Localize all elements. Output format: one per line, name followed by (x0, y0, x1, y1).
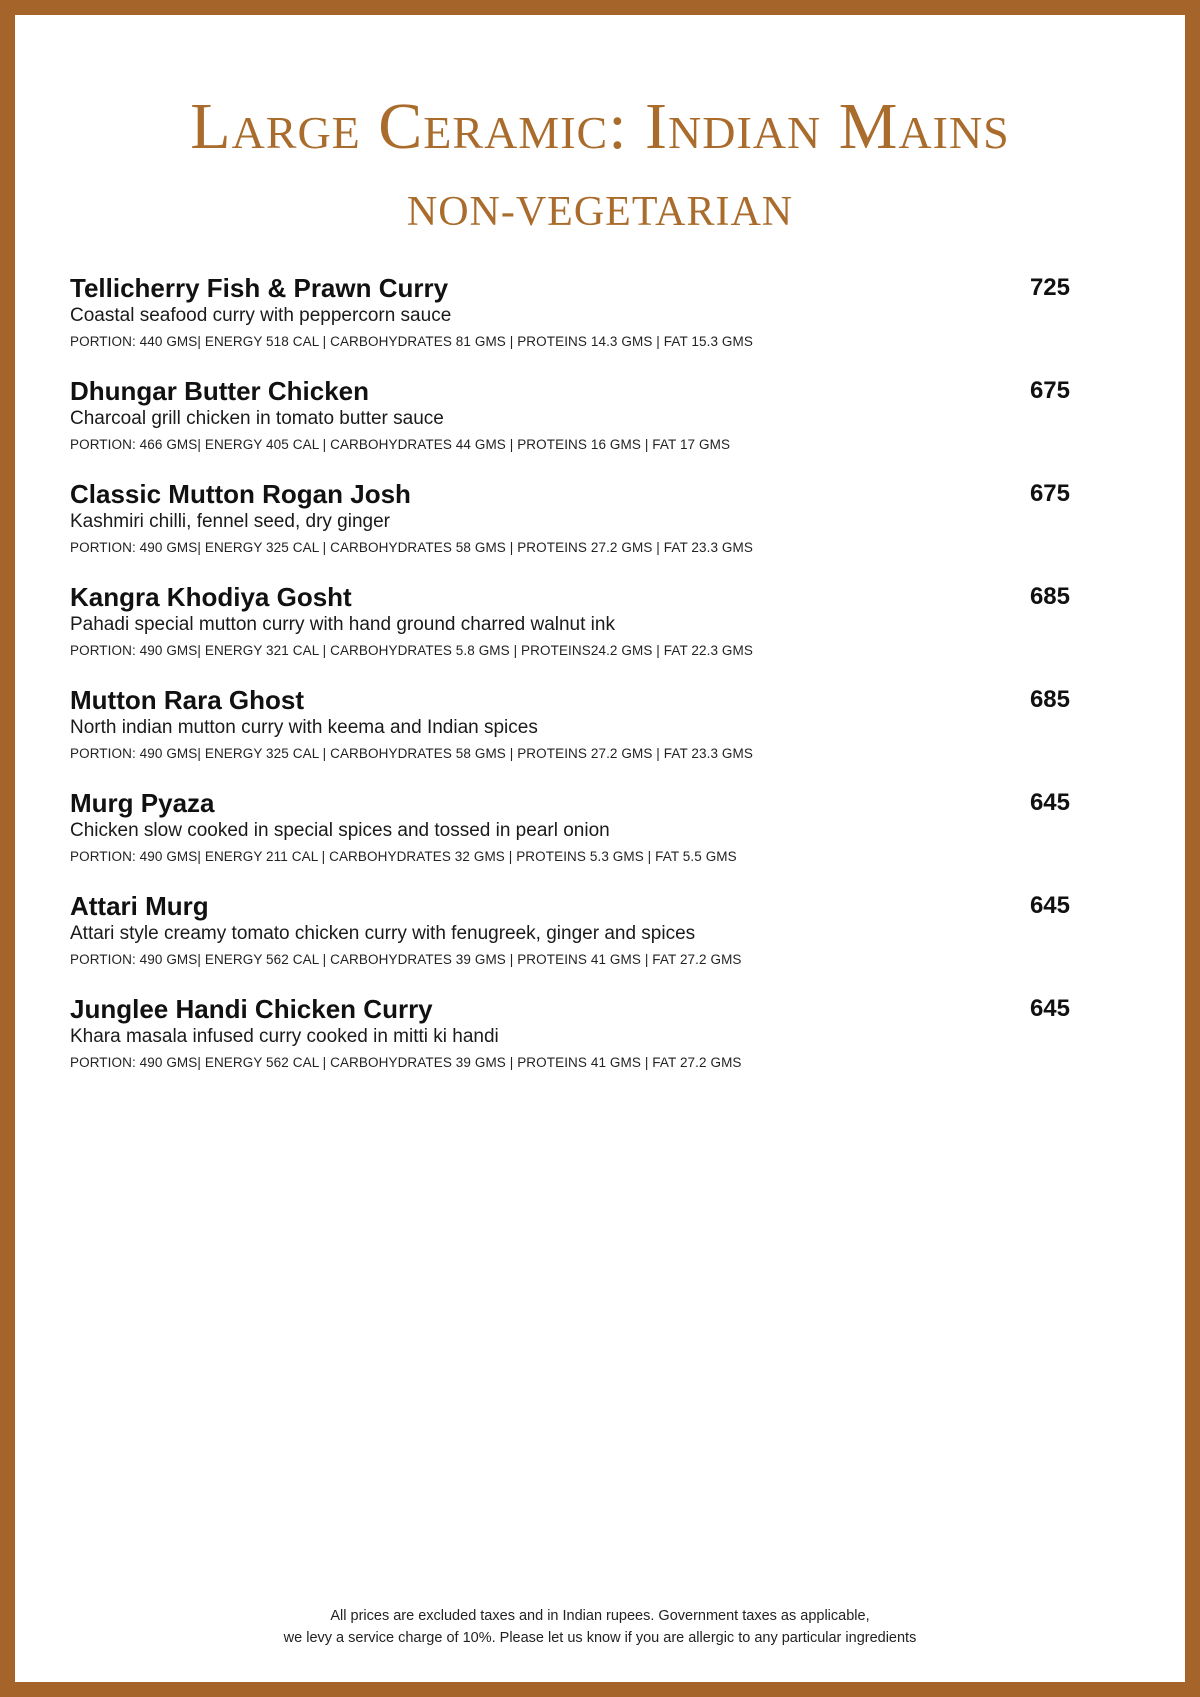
menu-item (70, 477, 1070, 580)
item-description: Kashmiri chilli, fennel seed, dry ginger (70, 511, 390, 532)
menu-item (70, 271, 1070, 374)
item-name: Junglee Handi Chicken Curry (70, 994, 433, 1024)
footer-line: All prices are excluded taxes and in Indian rupees. Government taxes as applicable, (330, 1608, 870, 1624)
item-description: Khara masala infused curry cooked in mitti ki handi (70, 1026, 499, 1047)
item-name: Classic Mutton Rogan Josh (70, 479, 411, 509)
menu-item (70, 580, 1070, 683)
section-subtitle: NON-VEGETARIAN (406, 189, 794, 235)
item-price: 675 (1029, 377, 1070, 404)
item-nutrition: PORTION: 440 GMS| ENERGY 518 CAL | CARBOHYDRATES 81 GMS | PROTEINS 14.3 GMS | FAT 15.3 GMS (70, 334, 753, 349)
item-description: Attari style creamy tomato chicken curry with fenugreek, ginger and spices (70, 923, 696, 944)
menu-item (70, 889, 1070, 992)
item-nutrition: PORTION: 490 GMS| ENERGY 321 CAL | CARBOHYDRATES 5.8 GMS | PROTEINS24.2 GMS | FAT 22.3 GMS (70, 643, 753, 658)
item-description: Pahadi special mutton curry with hand ground charred walnut ink (70, 614, 615, 635)
item-price: 685 (1029, 583, 1070, 610)
item-nutrition: PORTION: 490 GMS| ENERGY 325 CAL | CARBOHYDRATES 58 GMS | PROTEINS 27.2 GMS | FAT 23.3 GMS (70, 746, 753, 761)
footer-line: we levy a service charge of 10%. Please let us know if you are allergic to any particular ingredients (283, 1630, 917, 1646)
item-nutrition: PORTION: 490 GMS| ENERGY 562 CAL | CARBOHYDRATES 39 GMS | PROTEINS 41 GMS | FAT 27.2 GMS (70, 952, 742, 967)
item-name: Tellicherry Fish & Prawn Curry (70, 273, 449, 303)
item-name: Attari Murg (70, 891, 209, 921)
item-price: 645 (1029, 892, 1070, 919)
item-nutrition: PORTION: 490 GMS| ENERGY 562 CAL | CARBOHYDRATES 39 GMS | PROTEINS 41 GMS | FAT 27.2 GMS (70, 1055, 742, 1070)
menu-item (70, 374, 1070, 477)
item-description: Charcoal grill chicken in tomato butter sauce (70, 408, 444, 429)
item-description: Chicken slow cooked in special spices and tossed in pearl onion (70, 820, 610, 841)
menu-item (70, 992, 1070, 1095)
item-nutrition: PORTION: 490 GMS| ENERGY 211 CAL | CARBOHYDRATES 32 GMS | PROTEINS 5.3 GMS | FAT 5.5 GMS (70, 849, 737, 864)
menu-items-list (70, 271, 1070, 1095)
item-description: Coastal seafood curry with peppercorn sauce (70, 305, 452, 326)
footer-disclaimer (15, 1605, 1185, 1649)
item-nutrition: PORTION: 466 GMS| ENERGY 405 CAL | CARBOHYDRATES 44 GMS | PROTEINS 16 GMS | FAT 17 GMS (70, 437, 731, 452)
item-price: 675 (1029, 480, 1070, 507)
item-nutrition: PORTION: 490 GMS| ENERGY 325 CAL | CARBOHYDRATES 58 GMS | PROTEINS 27.2 GMS | FAT 23.3 GMS (70, 540, 753, 555)
item-name: Murg Pyaza (70, 788, 215, 818)
item-name: Mutton Rara Ghost (70, 685, 304, 715)
item-price: 645 (1029, 995, 1070, 1022)
item-price: 645 (1029, 789, 1070, 816)
item-name: Kangra Khodiya Gosht (70, 582, 352, 612)
item-description: North indian mutton curry with keema and Indian spices (70, 717, 538, 738)
page-title: Large Ceramic: Indian Mains (190, 90, 1010, 163)
menu-item (70, 786, 1070, 889)
item-price: 725 (1029, 274, 1070, 301)
item-name: Dhungar Butter Chicken (70, 376, 370, 406)
item-price: 685 (1029, 686, 1070, 713)
menu-item (70, 683, 1070, 786)
